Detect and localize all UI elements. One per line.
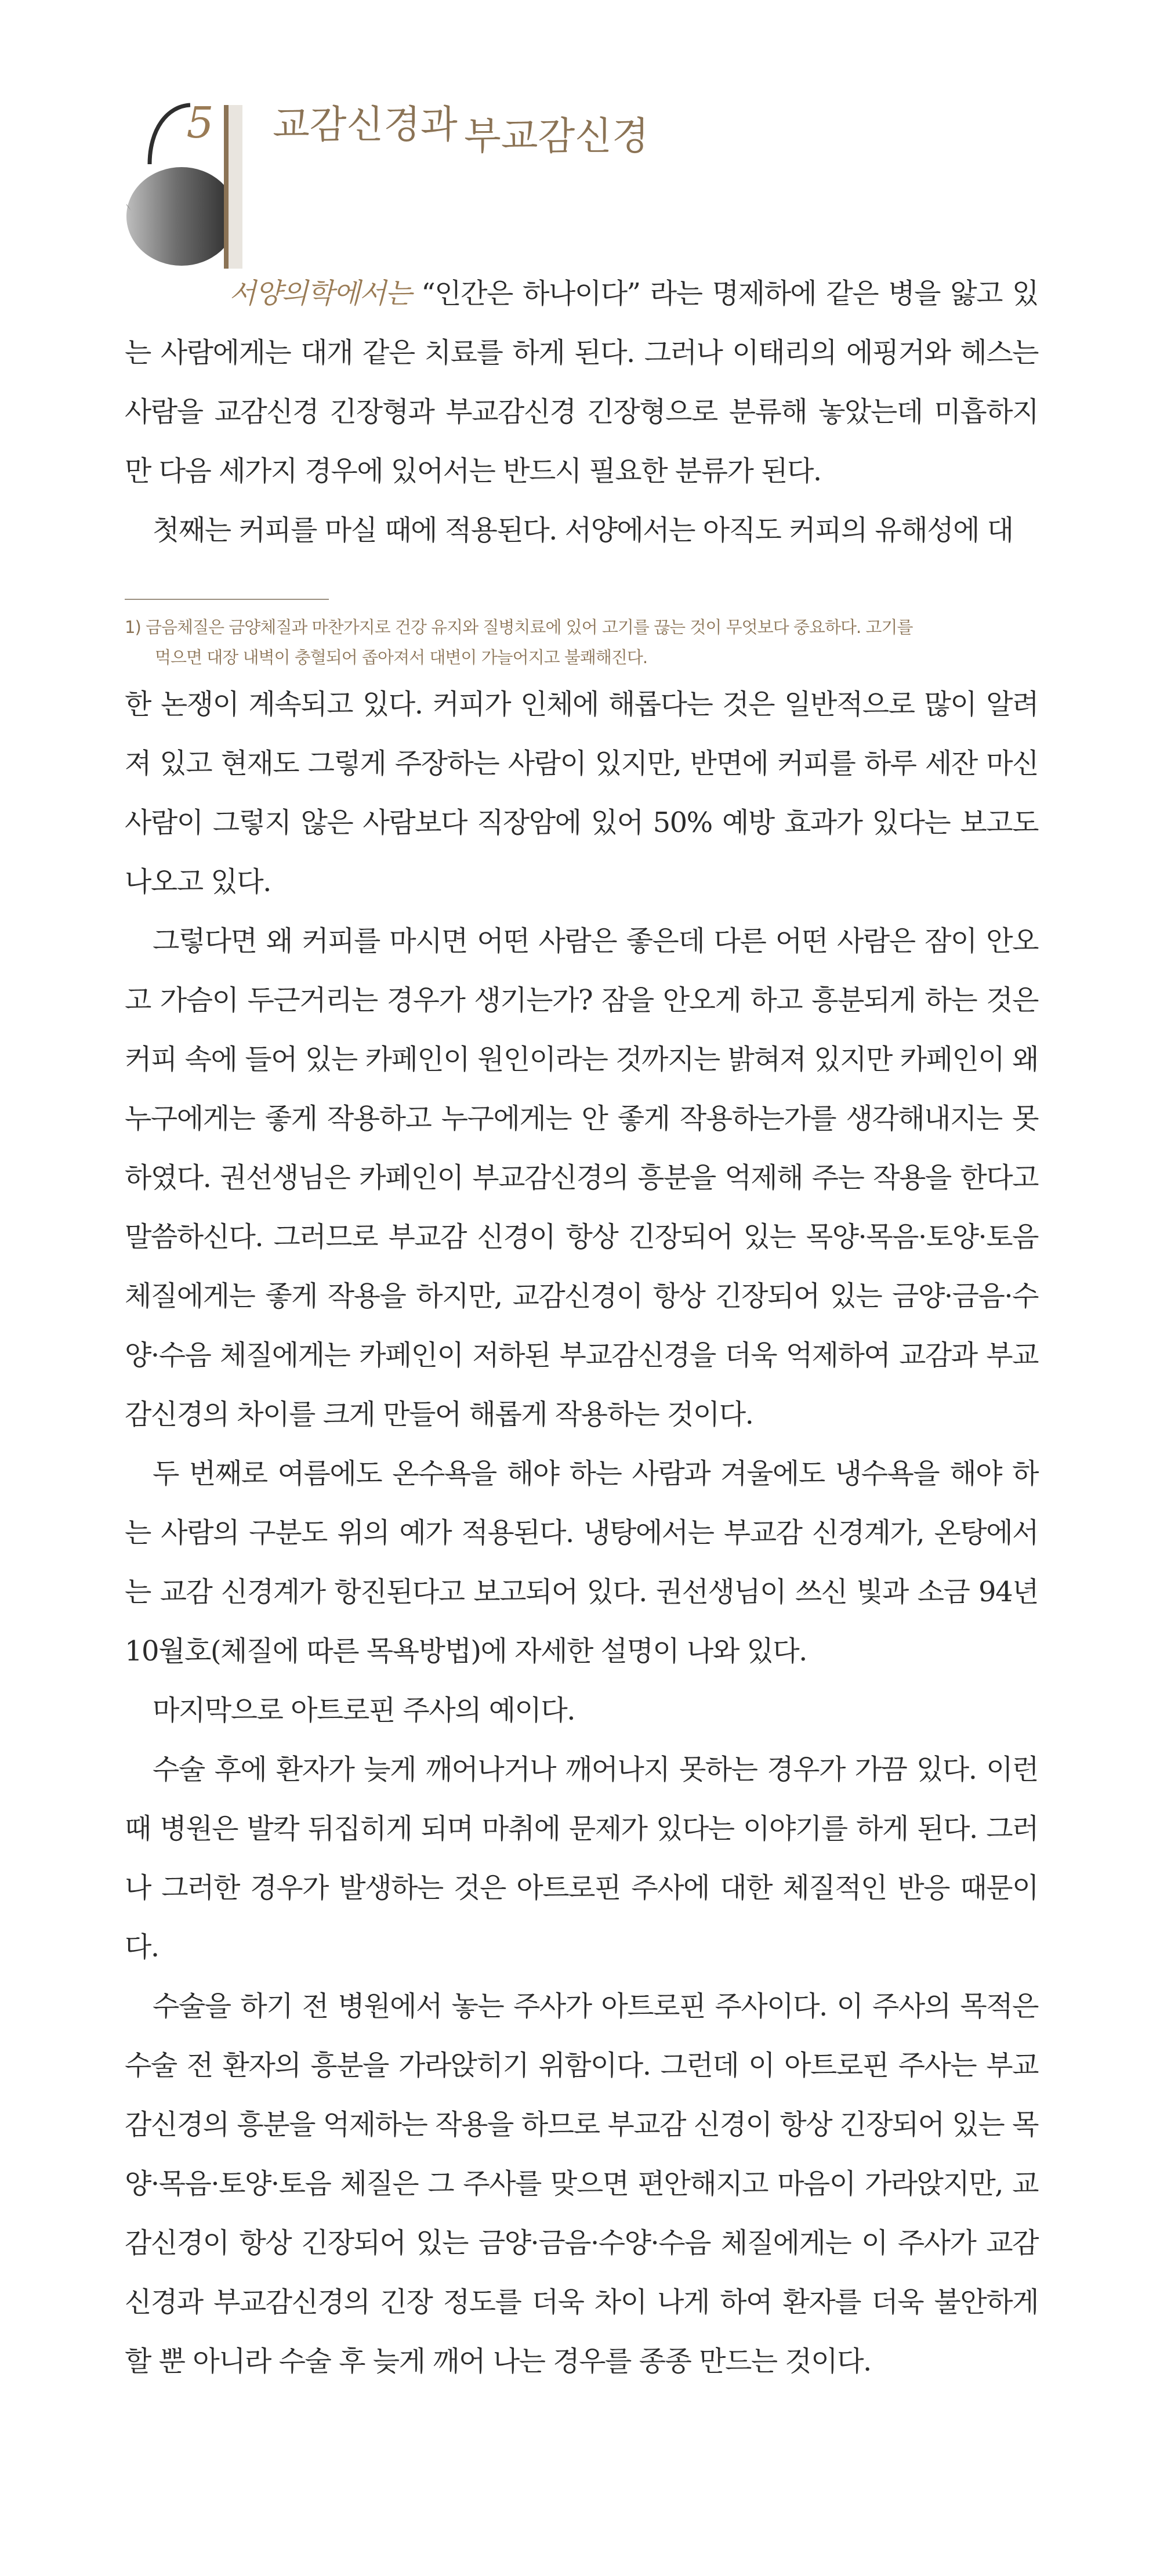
chapter-header <box>0 0 1160 273</box>
paragraph-bathing: 두 번째로 여름에도 온수욕을 해야 하는 사람과 겨울에도 냉수욕을 해야 하는 사람의 구분도 위의 예가 적용된다. 냉탕에서는 부교감 신경계가, 온탕에서는 교감 신경계가 항진된다고 보고되어 있다. 권선생님이 쓰신 빛과 소금 94년 10월호(체질에 따른 목욕방법)에 자세한 설명이 나와 있다. <box>125 1457 1038 1667</box>
intro-section <box>125 264 1038 560</box>
footnote <box>125 612 1041 672</box>
footnote-line-1: 1) 금음체질은 금양체질과 마찬가지로 건강 유지와 질병치료에 있어 고기를 끊는 것이 무엇보다 중요하다. 고기를 <box>125 617 913 637</box>
footnote-line-2: 먹으면 대장 내벽이 충혈되어 좁아져서 대변이 가늘어지고 불쾌해진다. <box>155 647 648 667</box>
paragraph-surgery: 수술 후에 환자가 늦게 깨어나거나 깨어나지 못하는 경우가 가끔 있다. 이런 때 병원은 발칵 뒤집히게 되며 마취에 문제가 있다는 이야기를 하게 된다. 그러나 그러한 경우가 발생하는 것은 아트로핀 주사에 대한 체질적인 반응 때문이다. <box>125 1753 1038 1963</box>
lead-word: 서양의학에서는 <box>229 277 412 310</box>
coffee-intro-paragraph: 첫째는 커피를 마실 때에 적용된다. 서양에서는 아직도 커피의 유해성에 대 <box>153 514 1013 547</box>
chapter-number: 5 <box>186 98 214 148</box>
intro-paragraph <box>125 264 1038 501</box>
paragraph-coffee-debate: 한 논쟁이 계속되고 있다. 커피가 인체에 해롭다는 것은 일반적으로 많이 알려져 있고 현재도 그렇게 주장하는 사람이 있지만, 반면에 커피를 하루 세잔 마신 사람이 그렇지 않은 사람보다 직장암에 있어 50% 예방 효과가 있다는 보고도 나오고 있다. <box>125 688 1038 898</box>
paragraph-atropine: 수술을 하기 전 병원에서 놓는 주사가 아트로핀 주사이다. 이 주사의 목적은 수술 전 환자의 흥분을 가라앉히기 위함이다. 그런데 이 아트로핀 주사는 부교감신경의 흥분을 억제하는 작용을 하므로 부교감 신경이 항상 긴장되어 있는 목양·목음·토양·토음 체질은 그 주사를 맞으면 편안해지고 마음이 가라앉지만, 교감신경이 항상 긴장되어 있는 금양·금음·수양·수음 체질에게는 이 주사가 교감신경과 부교감신경의 긴장 정도를 더욱 차이 나게 하여 환자를 더욱 불안하게 할 뿐 아니라 수술 후 늦게 깨어 나는 경우를 종종 만드는 것이다. <box>125 1990 1038 2378</box>
paragraph-caffeine: 그렇다면 왜 커피를 마시면 어떤 사람은 좋은데 다른 어떤 사람은 잠이 안오고 가슴이 두근거리는 경우가 생기는가? 잠을 안오게 하고 흥분되게 하는 것은 커피 속에 들어 있는 카페인이 원인이라는 것까지는 밝혀져 있지만 카페인이 왜 누구에게는 좋게 작용하고 누구에게는 안 좋게 작용하는가를 생각해내지는 못하였다. 권선생님은 카페인이 부교감신경의 흥분을 억제해 주는 작용을 한다고 말씀하신다. 그러므로 부교감 신경이 항상 긴장되어 있는 목양·목음·토양·토음 체질에게는 좋게 작용을 하지만, 교감신경이 항상 긴장되어 있는 금양·금음·수양·수음 체질에게는 카페인이 저하된 부교감신경을 더욱 억제하여 교감과 부교감신경의 차이를 크게 만들어 해롭게 작용하는 것이다. <box>125 925 1038 1431</box>
intro-text: “인간은 하나이다” 라는 명제하에 같은 병을 앓고 있는 사람에게는 대개 같은 치료를 하게 된다. 그러나 이태리의 에핑거와 헤스는 사람을 교감신경 긴장형과 부교감신경 긴장형으로 분류해 놓았는데 미흡하지만 다음 세가지 경우에 있어서는 반드시 필요한 분류가 된다. <box>125 277 1038 487</box>
chapter-title-part2: 부교감신경 <box>464 114 649 158</box>
paragraph-atropine-intro: 마지막으로 아트로핀 주사의 예이다. <box>153 1694 575 1727</box>
chapter-title-part1: 교감신경과 <box>273 102 458 147</box>
footnote-divider <box>125 599 329 600</box>
main-section <box>125 675 1038 2391</box>
